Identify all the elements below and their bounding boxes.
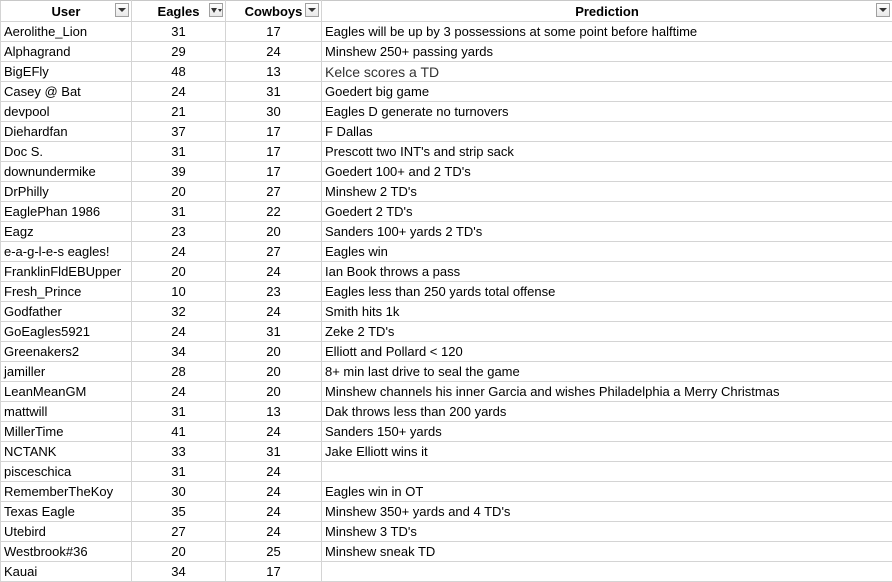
table-row [1, 542, 892, 562]
cell-user[interactable]: Westbrook#36 [1, 542, 132, 562]
cell-user[interactable]: Eagz [1, 222, 132, 242]
cell-eagles[interactable]: 24 [132, 82, 226, 102]
table-row [1, 82, 892, 102]
cell-user[interactable]: Greenakers2 [1, 342, 132, 362]
cell-prediction[interactable] [322, 562, 892, 582]
cell-prediction[interactable]: Sanders 150+ yards [322, 422, 892, 442]
cell-eagles[interactable]: 30 [132, 482, 226, 502]
table-row [1, 402, 892, 422]
cell-user[interactable]: Doc S. [1, 142, 132, 162]
cell-eagles[interactable]: 34 [132, 562, 226, 582]
cell-eagles[interactable]: 20 [132, 262, 226, 282]
cell-eagles[interactable]: 24 [132, 322, 226, 342]
cell-eagles[interactable]: 28 [132, 362, 226, 382]
cell-user[interactable]: Utebird [1, 522, 132, 542]
table-row [1, 322, 892, 342]
cell-user[interactable]: mattwill [1, 402, 132, 422]
header-prediction-label: Prediction [575, 4, 639, 19]
cell-eagles[interactable]: 35 [132, 502, 226, 522]
filter-funnel-icon [211, 8, 217, 13]
cell-prediction[interactable]: Goedert 100+ and 2 TD's [322, 162, 892, 182]
cell-cowboys[interactable]: 17 [226, 22, 322, 42]
cell-user[interactable]: FranklinFldEBUpper [1, 262, 132, 282]
table-row [1, 302, 892, 322]
user-filter-dropdown-button[interactable] [115, 3, 129, 17]
cell-cowboys[interactable]: 24 [226, 302, 322, 322]
cell-eagles[interactable]: 34 [132, 342, 226, 362]
cell-prediction[interactable]: Prescott two INT's and strip sack [322, 142, 892, 162]
cell-cowboys[interactable]: 27 [226, 182, 322, 202]
cell-user[interactable]: EaglePhan 1986 [1, 202, 132, 222]
cell-eagles[interactable]: 31 [132, 142, 226, 162]
cell-prediction[interactable]: 8+ min last drive to seal the game [322, 362, 892, 382]
table-row [1, 262, 892, 282]
cell-prediction[interactable]: Ian Book throws a pass [322, 262, 892, 282]
cowboys-filter-dropdown-button[interactable] [305, 3, 319, 17]
cell-eagles[interactable]: 31 [132, 462, 226, 482]
table-row [1, 522, 892, 542]
header-row [1, 1, 892, 22]
cell-prediction[interactable]: Sanders 100+ yards 2 TD's [322, 222, 892, 242]
cell-cowboys[interactable]: 17 [226, 142, 322, 162]
cell-cowboys[interactable]: 24 [226, 502, 322, 522]
cell-prediction[interactable]: Goedert 2 TD's [322, 202, 892, 222]
table-row [1, 102, 892, 122]
cell-user[interactable]: Texas Eagle [1, 502, 132, 522]
cell-user[interactable]: e-a-g-l-e-s eagles! [1, 242, 132, 262]
table-row [1, 182, 892, 202]
cell-eagles[interactable]: 10 [132, 282, 226, 302]
cell-cowboys[interactable]: 31 [226, 322, 322, 342]
cell-eagles[interactable]: 33 [132, 442, 226, 462]
cell-prediction[interactable]: Smith hits 1k [322, 302, 892, 322]
cell-eagles[interactable]: 27 [132, 522, 226, 542]
table-row [1, 482, 892, 502]
cell-prediction[interactable]: Minshew 2 TD's [322, 182, 892, 202]
cell-prediction[interactable]: Jake Elliott wins it [322, 442, 892, 462]
cell-cowboys[interactable]: 30 [226, 102, 322, 122]
eagles-filter-active-button[interactable] [209, 3, 223, 17]
cell-prediction[interactable]: Kelce scores a TD [322, 62, 892, 82]
cell-cowboys[interactable]: 20 [226, 382, 322, 402]
cell-cowboys[interactable]: 31 [226, 442, 322, 462]
cell-cowboys[interactable]: 24 [226, 42, 322, 62]
cell-cowboys[interactable]: 13 [226, 62, 322, 82]
cell-cowboys[interactable]: 22 [226, 202, 322, 222]
cell-user[interactable]: piscesсhica [1, 462, 132, 482]
header-cowboys [226, 1, 322, 22]
cell-cowboys[interactable]: 24 [226, 522, 322, 542]
cell-user[interactable]: GoEagles5921 [1, 322, 132, 342]
table-row [1, 202, 892, 222]
cell-eagles[interactable]: 24 [132, 242, 226, 262]
table-row [1, 442, 892, 462]
cell-user[interactable]: Godfather [1, 302, 132, 322]
cell-user[interactable]: jamiller [1, 362, 132, 382]
cell-cowboys[interactable]: 13 [226, 402, 322, 422]
cell-cowboys[interactable]: 24 [226, 422, 322, 442]
cell-cowboys[interactable]: 17 [226, 562, 322, 582]
cell-user[interactable]: Fresh_Prince [1, 282, 132, 302]
table-row [1, 42, 892, 62]
cell-cowboys[interactable]: 24 [226, 462, 322, 482]
cell-user[interactable]: downundermike [1, 162, 132, 182]
cell-prediction[interactable] [322, 462, 892, 482]
cell-user[interactable]: DrPhilly [1, 182, 132, 202]
cell-prediction[interactable]: Minshew channels his inner Garcia and wishes Philadelphia a Merry Christmas [322, 382, 892, 402]
header-eagles [132, 1, 226, 22]
cell-user[interactable]: BigEFly [1, 62, 132, 82]
cell-cowboys[interactable]: 23 [226, 282, 322, 302]
table-row [1, 462, 892, 482]
cell-cowboys[interactable]: 20 [226, 362, 322, 382]
cell-prediction[interactable]: Dak throws less than 200 yards [322, 402, 892, 422]
header-user-label: User [52, 4, 81, 19]
cell-user[interactable]: RememberTheKoy [1, 482, 132, 502]
table-row [1, 362, 892, 382]
cell-user[interactable]: Alphagrand [1, 42, 132, 62]
table-body [1, 22, 892, 582]
chevron-down-icon [879, 8, 887, 12]
cell-prediction[interactable]: Eagles will be up by 3 possessions at some point before halftime [322, 22, 892, 42]
table-row [1, 382, 892, 402]
cell-user[interactable]: Diehardfan [1, 122, 132, 142]
cell-prediction[interactable]: Minshew 3 TD's [322, 522, 892, 542]
cell-prediction[interactable]: Zeke 2 TD's [322, 322, 892, 342]
cell-user[interactable]: MillerTime [1, 422, 132, 442]
cell-user[interactable]: LeanMeanGM [1, 382, 132, 402]
cell-prediction[interactable]: Minshew sneak TD [322, 542, 892, 562]
table-row [1, 122, 892, 142]
table-row [1, 142, 892, 162]
cell-user[interactable]: devpool [1, 102, 132, 122]
cell-prediction[interactable]: Goedert big game [322, 82, 892, 102]
cell-cowboys[interactable]: 20 [226, 222, 322, 242]
cell-eagles[interactable]: 24 [132, 382, 226, 402]
cell-eagles[interactable]: 37 [132, 122, 226, 142]
cell-cowboys[interactable]: 17 [226, 122, 322, 142]
cell-prediction[interactable]: Minshew 350+ yards and 4 TD's [322, 502, 892, 522]
cell-prediction[interactable]: F Dallas [322, 122, 892, 142]
cell-prediction[interactable]: Eagles win in OT [322, 482, 892, 502]
table-row [1, 62, 892, 82]
header-prediction [322, 1, 892, 22]
table-row [1, 162, 892, 182]
header-cowboys-label: Cowboys [245, 4, 303, 19]
cell-user[interactable]: Aerolithe_Lion [1, 22, 132, 42]
cell-cowboys[interactable]: 24 [226, 482, 322, 502]
cell-user[interactable]: Kauai [1, 562, 132, 582]
table-row [1, 342, 892, 362]
cell-cowboys[interactable]: 31 [226, 82, 322, 102]
table-row [1, 22, 892, 42]
cell-prediction[interactable]: Eagles win [322, 242, 892, 262]
chevron-down-icon [118, 8, 126, 12]
table-row [1, 502, 892, 522]
cell-eagles[interactable]: 31 [132, 22, 226, 42]
cell-cowboys[interactable]: 24 [226, 262, 322, 282]
cell-eagles[interactable]: 20 [132, 182, 226, 202]
chevron-down-icon [218, 9, 222, 12]
cell-eagles[interactable]: 21 [132, 102, 226, 122]
table-row [1, 242, 892, 262]
cell-eagles[interactable]: 23 [132, 222, 226, 242]
cell-cowboys[interactable]: 25 [226, 542, 322, 562]
cell-cowboys[interactable]: 27 [226, 242, 322, 262]
table-row [1, 282, 892, 302]
cell-cowboys[interactable]: 17 [226, 162, 322, 182]
cell-prediction[interactable]: Elliott and Pollard < 120 [322, 342, 892, 362]
cell-eagles[interactable]: 31 [132, 202, 226, 222]
header-user [1, 1, 132, 22]
table-row [1, 562, 892, 582]
cell-eagles[interactable]: 31 [132, 402, 226, 422]
cell-prediction[interactable]: Eagles less than 250 yards total offense [322, 282, 892, 302]
cell-prediction[interactable]: Minshew 250+ passing yards [322, 42, 892, 62]
header-eagles-label: Eagles [158, 4, 200, 19]
cell-eagles[interactable]: 32 [132, 302, 226, 322]
cell-prediction[interactable]: Eagles D generate no turnovers [322, 102, 892, 122]
chevron-down-icon [308, 8, 316, 12]
table-row [1, 222, 892, 242]
cell-cowboys[interactable]: 20 [226, 342, 322, 362]
cell-eagles[interactable]: 48 [132, 62, 226, 82]
cell-eagles[interactable]: 41 [132, 422, 226, 442]
cell-eagles[interactable]: 39 [132, 162, 226, 182]
cell-eagles[interactable]: 20 [132, 542, 226, 562]
table-row [1, 422, 892, 442]
cell-eagles[interactable]: 29 [132, 42, 226, 62]
cell-user[interactable]: Casey @ Bat [1, 82, 132, 102]
prediction-filter-dropdown-button[interactable] [876, 3, 890, 17]
cell-user[interactable]: NCTANK [1, 442, 132, 462]
